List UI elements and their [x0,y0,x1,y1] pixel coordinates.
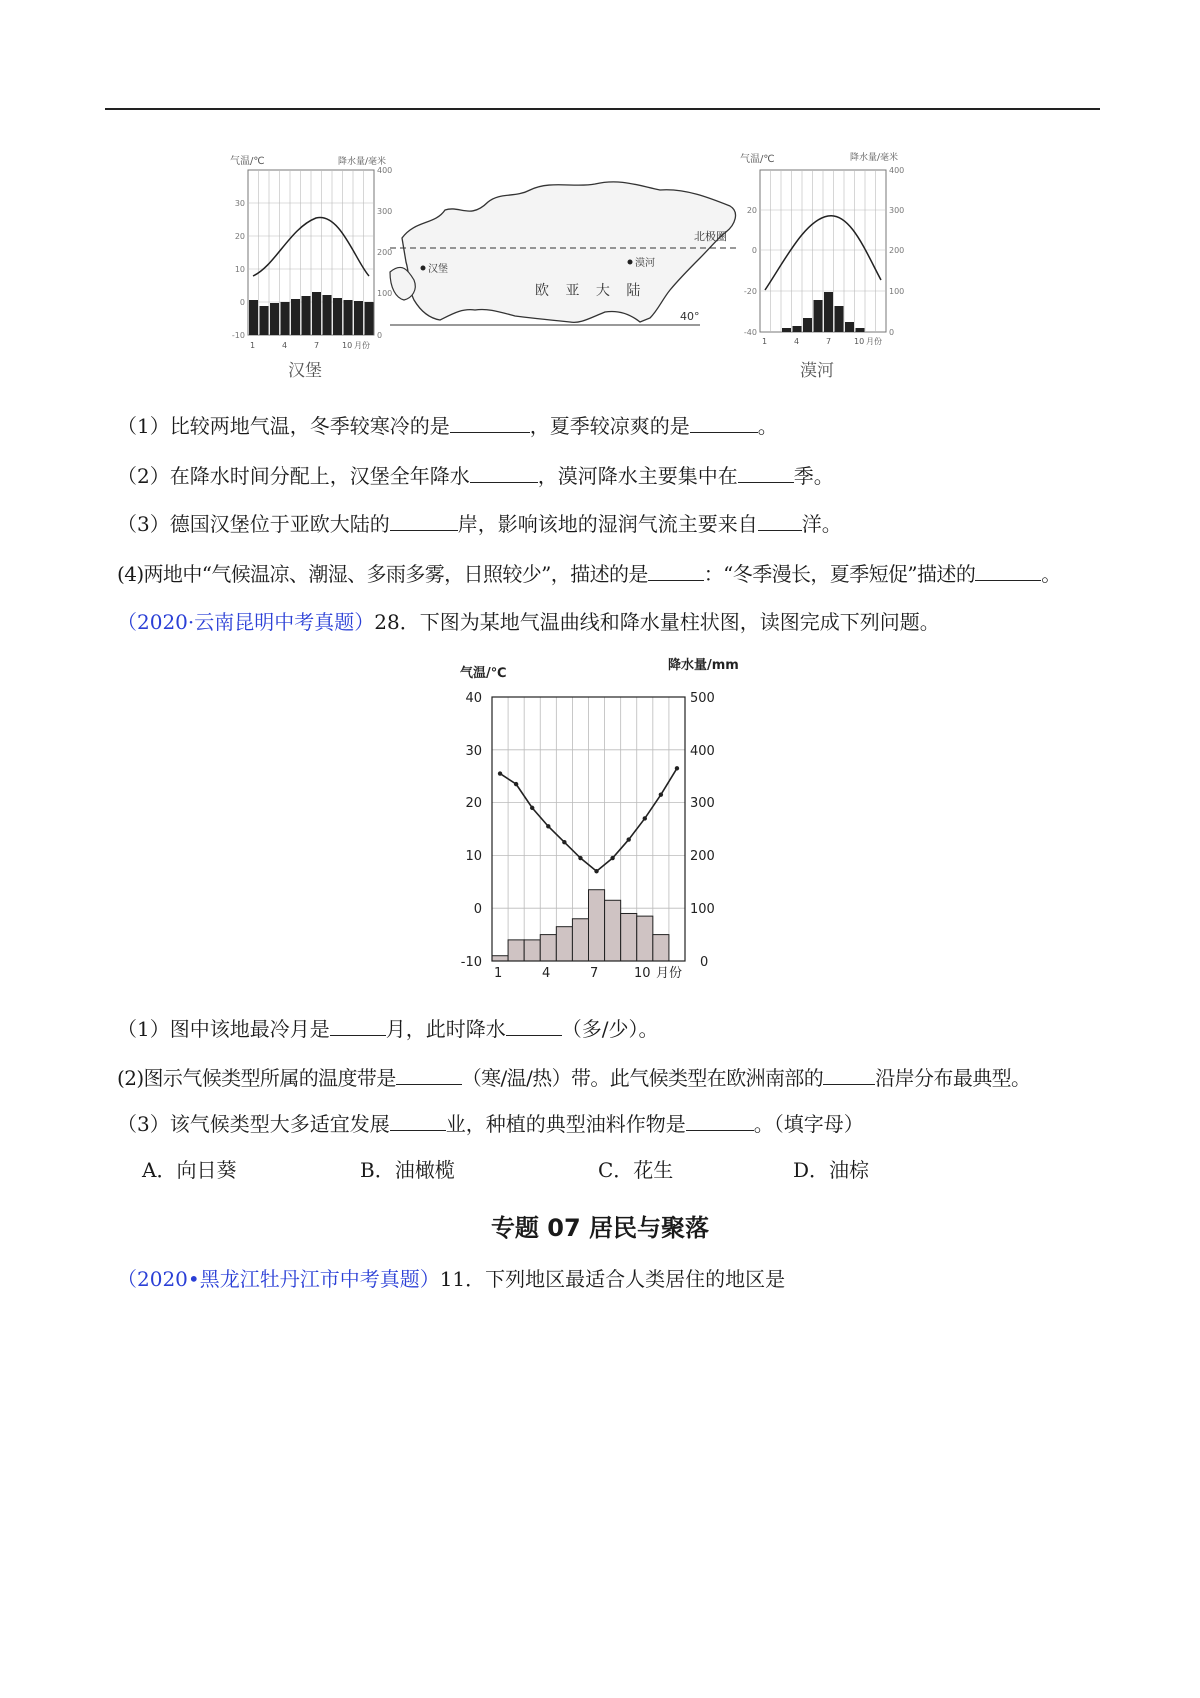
svg-text:200: 200 [889,246,905,255]
svg-text:10: 10 [234,265,245,274]
temperature-point [578,856,582,860]
q27-line-3: （3）德国汉堡位于亚欧大陆的 岸，影响该地的湿润气流主要来自 洋。 [117,512,842,536]
arctic-circle-label: 北极圈 [694,230,727,243]
q27-line-1: （1）比较两地气温，冬季较寒冷的是 ，夏季较凉爽的是 。 [117,414,778,438]
x-tick-label: 4 [542,966,551,981]
option-a[interactable]: A．向日葵 [142,1158,237,1182]
svg-text:4: 4 [794,337,800,346]
hamburg-temp-label: 气温/℃ [230,156,265,167]
y-tick-label: 40 [465,691,482,706]
answer-blank[interactable] [396,1064,462,1085]
answer-blank[interactable] [390,1110,446,1131]
svg-text:-10: -10 [231,331,245,340]
answer-blank[interactable] [506,1015,562,1036]
svg-text:月份: 月份 [354,341,370,350]
precip-bar [637,916,653,961]
answer-blank[interactable] [823,1064,875,1085]
y-tick-label: 10 [465,849,482,864]
y2-tick-label: 100 [690,902,715,917]
svg-text:0: 0 [751,246,757,255]
svg-text:30: 30 [234,199,245,208]
svg-text:7: 7 [826,337,832,346]
temperature-point [546,824,550,828]
q28-line-3: （3）该气候类型大多适宜发展 业，种植的典型油料作物是 。（填字母） [117,1112,864,1136]
temperature-point [594,869,598,873]
answer-blank[interactable] [330,1015,386,1036]
temperature-point [643,816,647,820]
mohe-caption: 漠河 [800,361,834,381]
svg-text:300: 300 [377,207,393,216]
q28-source: （2020·云南昆明中考真题） [117,610,375,634]
y-tick-label: 30 [465,744,482,759]
precip-bar [653,935,669,961]
svg-text:气温/℃: 气温/℃ [740,154,775,165]
q27-line-4: (4)两地中“气候温凉、潮湿、多雨多雾，日照较少”，描述的是 ：“冬季漫长，夏季短促”描述的 。 [117,562,1061,586]
option-c[interactable]: C．花生 [598,1158,674,1182]
svg-text:4: 4 [282,341,288,350]
svg-text:10: 10 [342,341,353,350]
answer-blank[interactable] [975,560,1041,581]
y2-tick-label: 300 [690,796,715,811]
map-city-hamburg: 汉堡 [428,264,448,275]
q11-source: （2020•黑龙江牡丹江市中考真题） [117,1267,440,1291]
svg-text:100: 100 [377,289,393,298]
hamburg-climate-chart [230,155,392,381]
climate-figure-row [230,150,1000,405]
y-tick-label: 20 [465,796,482,811]
svg-text:降水量/毫米: 降水量/毫米 [850,153,899,163]
temperature-point [514,782,518,786]
answer-blank[interactable] [686,1110,754,1131]
svg-text:7: 7 [314,341,320,350]
y-tick-label: 0 [473,902,482,917]
svg-text:20: 20 [234,232,245,241]
q27-line-2: （2）在降水时间分配上，汉堡全年降水 ，漠河降水主要集中在 季。 [117,464,834,488]
q11-stem: （2020•黑龙江牡丹江市中考真题）11．下列地区最适合人类居住的地区是 [117,1267,786,1291]
precip-bar [572,919,588,961]
option-b[interactable]: B．油橄榄 [360,1158,455,1182]
answer-blank[interactable] [470,462,538,483]
svg-text:400: 400 [889,166,905,175]
header-rule [105,108,1100,110]
precip-bar [589,890,605,961]
y-tick-label: -10 [460,955,482,970]
temperature-point [627,837,631,841]
temperature-point [610,856,614,860]
answer-blank[interactable] [648,560,704,581]
temperature-point [562,840,566,844]
temperature-point [530,806,534,810]
chart-ylabel: 气温/℃ [460,666,507,681]
climate-chart-q28 [430,655,740,985]
q28-line-1: （1）图中该地最冷月是 月，此时降水 （多/少）。 [117,1017,659,1041]
chart-y2label: 降水量/mm [668,658,739,673]
svg-text:0: 0 [889,328,895,337]
lat-40-label: 40° [680,310,700,323]
precip-bar [556,927,572,961]
x-tick-label: 7 [590,966,599,981]
temperature-point [659,792,663,796]
y2-tick-label: 500 [690,691,715,706]
precip-bar [508,940,524,961]
precip-bar [524,940,540,961]
svg-text:10: 10 [854,337,865,346]
precip-bar [605,900,621,961]
svg-text:1: 1 [250,341,256,350]
q28-line-2: (2)图示气候类型所属的温度带是 （寒/温/热）带。此气候类型在欧洲南部的 沿岸分布最典型。 [117,1066,1031,1090]
answer-blank[interactable] [690,412,758,433]
svg-text:400: 400 [377,166,393,175]
svg-text:0: 0 [377,331,383,340]
hamburg-precip-label: 降水量/毫米 [338,157,387,167]
precip-bar [492,956,508,961]
precip-bar [540,935,556,961]
continent-label: 欧 亚 大 陆 [535,283,647,299]
answer-blank[interactable] [390,510,458,531]
svg-text:1: 1 [762,337,768,346]
svg-text:-40: -40 [743,328,757,337]
map-city-mohe: 漠河 [635,258,655,269]
y2-tick-label: 400 [690,744,715,759]
svg-text:-20: -20 [743,287,757,296]
answer-blank[interactable] [758,510,802,531]
y2-tick-label: 200 [690,849,715,864]
precip-bar [621,913,637,961]
x-tick-label: 1 [494,966,503,981]
q28-stem: （2020·云南昆明中考真题）28．下图为某地气温曲线和降水量柱状图，读图完成下列问题。 [117,610,940,634]
eurasia-map [390,182,740,325]
svg-text:20: 20 [746,206,757,215]
hamburg-caption: 汉堡 [288,361,322,381]
y2-tick-label: 0 [700,955,709,970]
x-tick-label: 10 [634,966,651,981]
x-axis-label: 月份 [656,966,683,981]
temperature-point [498,771,502,775]
section-heading: 专题 07 居民与聚落 [490,1214,710,1242]
svg-text:月份: 月份 [866,337,882,346]
svg-text:300: 300 [889,206,905,215]
svg-text:0: 0 [239,298,245,307]
svg-text:100: 100 [889,287,905,296]
temperature-point [675,766,679,770]
mohe-climate-chart [740,151,904,381]
svg-text:200: 200 [377,248,393,257]
answer-blank[interactable] [450,412,530,433]
answer-blank[interactable] [738,462,794,483]
option-d[interactable]: D．油棕 [793,1158,870,1182]
